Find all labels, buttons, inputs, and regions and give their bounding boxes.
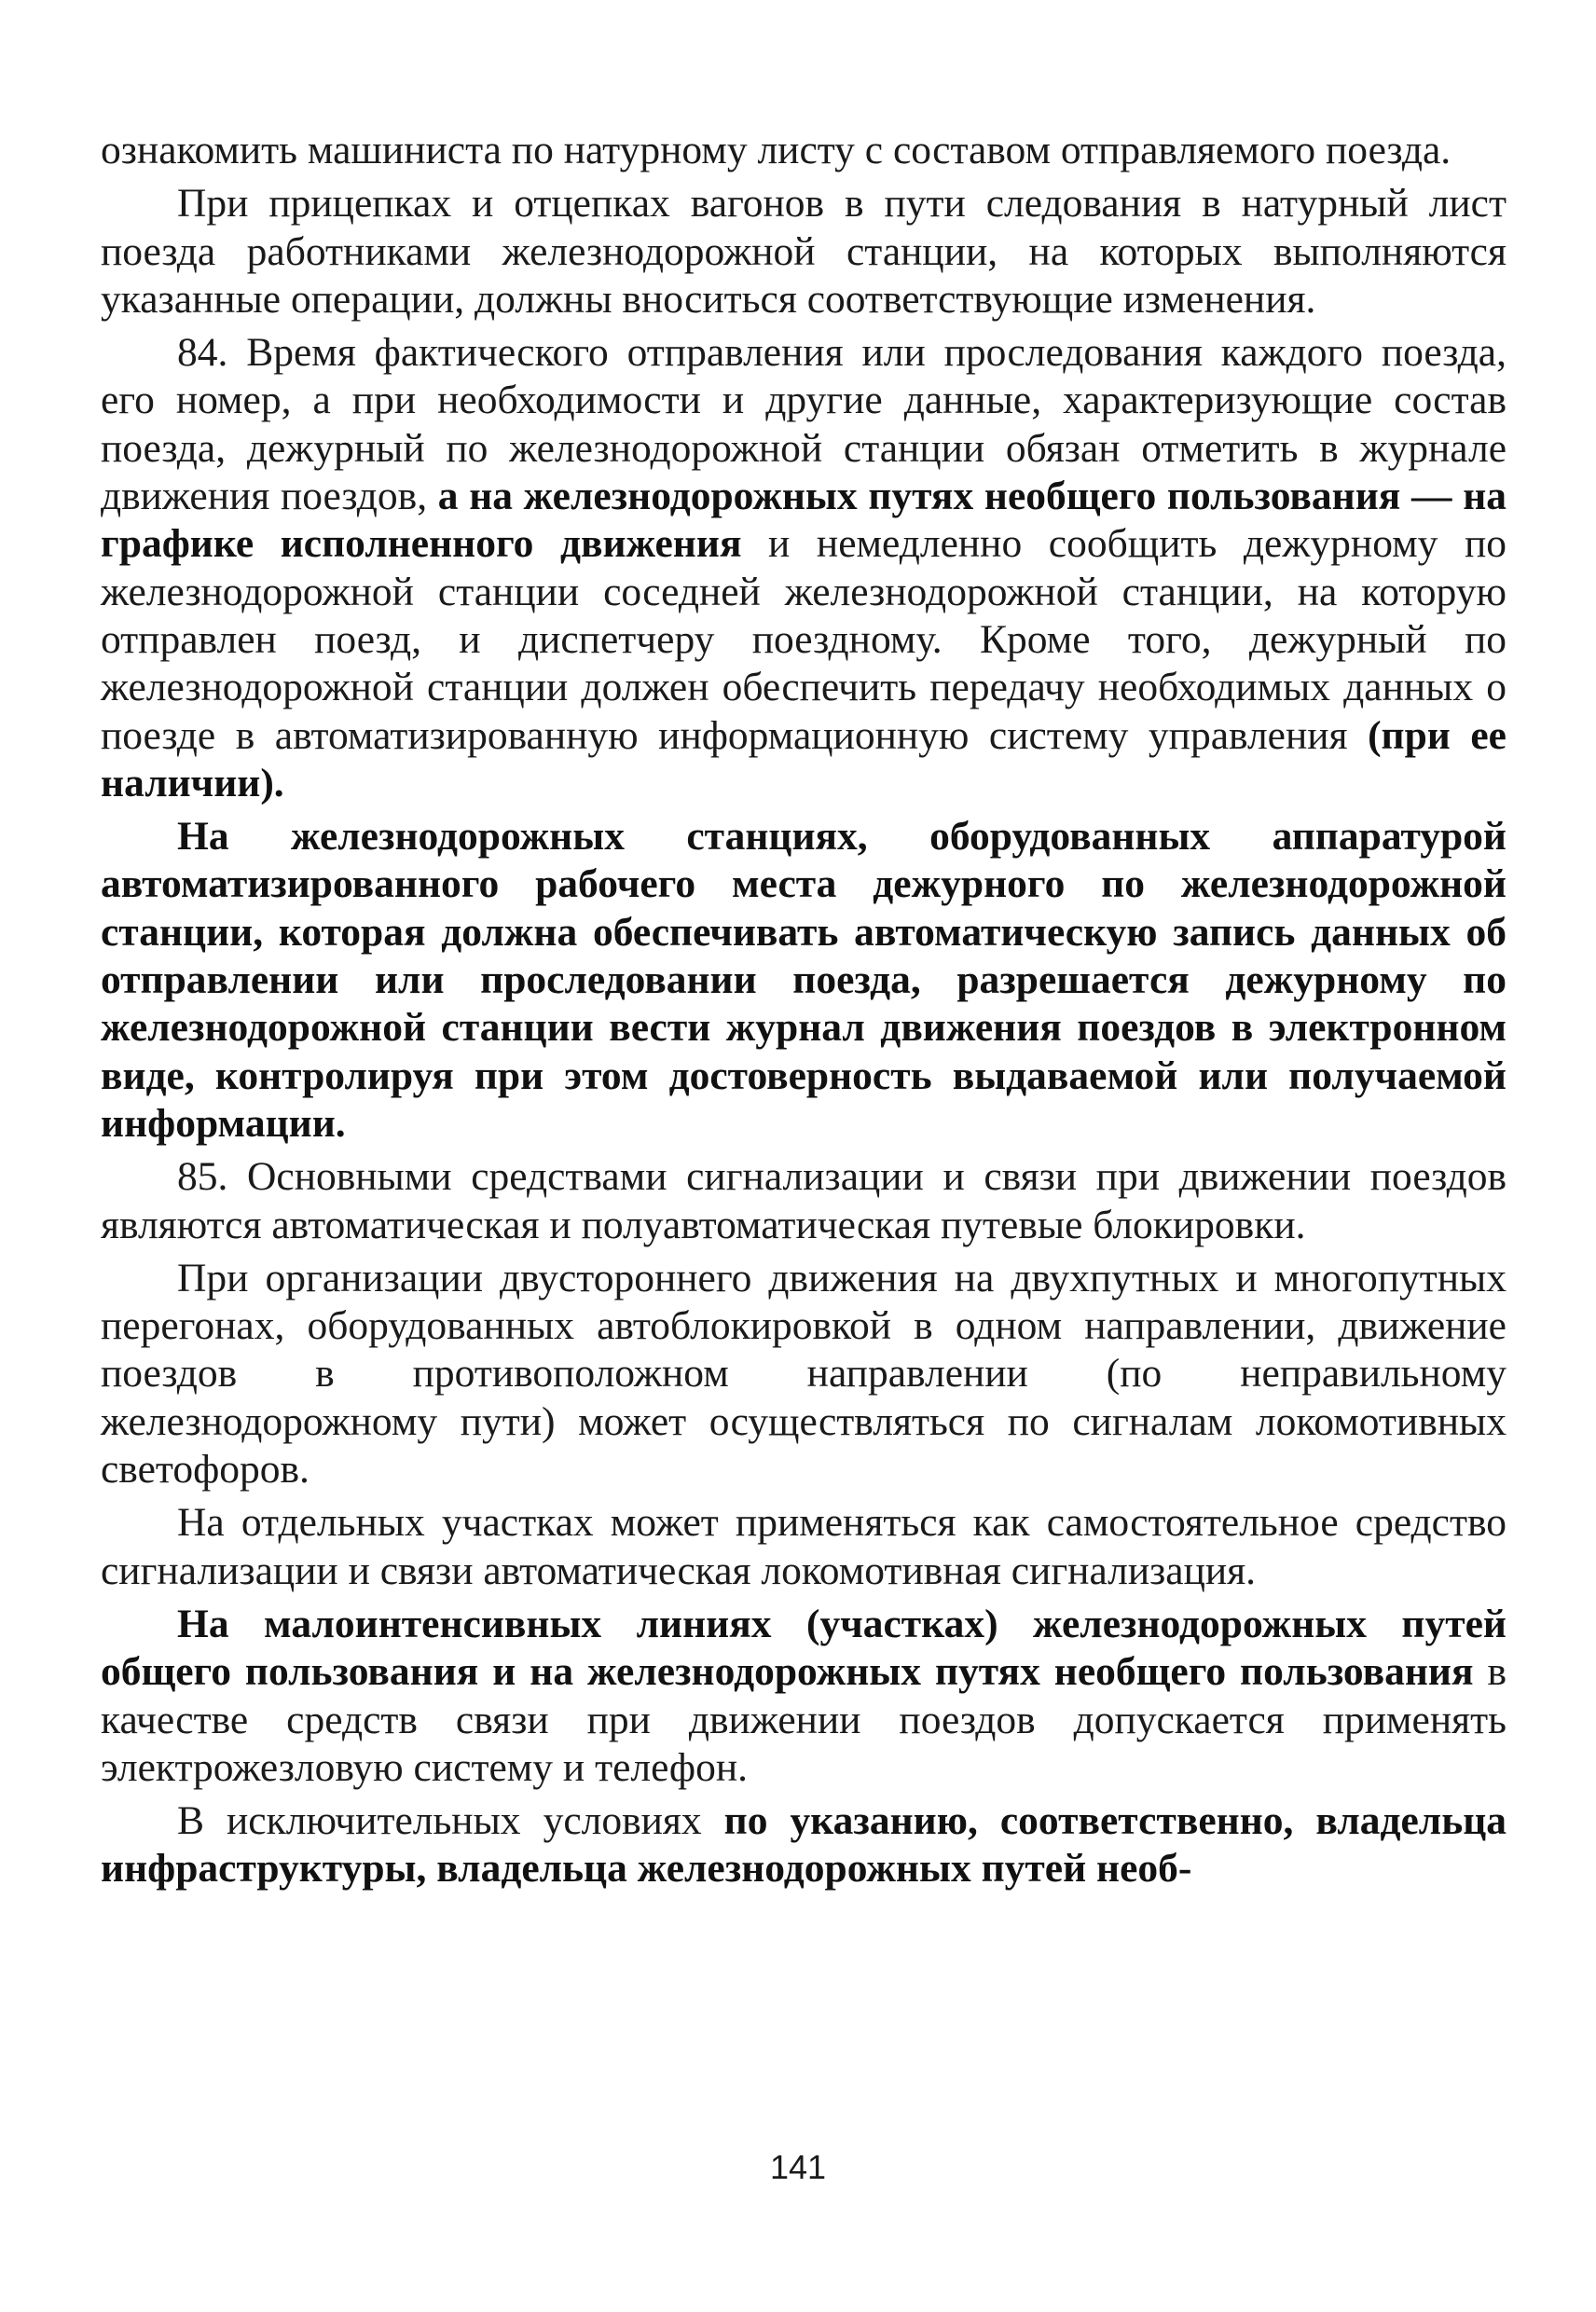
page-body [101,127,1507,1893]
paragraph-electronic-journal-run-1: На железнодорожных станциях, оборудованных аппаратурой автоматизированного рабочего места дежурного по железнодорожной станции, которая должна обеспечивать автоматическую запись данных об отправлении или проследовании поезда, разрешается дежурному по железнодорожной станции вести журнал движения поездов в электронном виде, контролируя при этом достоверность выдаваемой или получаемой информации. [101,814,1507,1146]
paragraph-1 [101,127,1507,174]
paragraph-84-run-2: а на железнодорожных путях необщего пользования — на графике исполненного движения [101,474,1507,567]
paragraph-two-way-traffic-run-1: При организации двустороннего движения на двухпутных и многопутных перегонах, оборудованных автоблокировкой в одном направлении, движение поездов в противоположном направлении (по неправильному железнодорожному пути) может осуществляться по сигналам локомотивных светофоров. [101,1255,1507,1493]
paragraph-84 [101,329,1507,807]
paragraph-84-run-3: и немедленно сообщить дежурному по железнодорожной станции соседней железнодорожной станции, на которую отправлен поезд, и диспетчеру поездному. Кроме того, дежурный по железнодорожной станции должен обеспечить передачу необходимых данных о поезде в автоматизированную информационную систему управления [101,521,1507,758]
paragraph-85 [101,1153,1507,1249]
paragraph-low-intensity-lines-run-1: На малоинтенсивных линиях (участках) железнодорожных путей общего пользования и на железнодорожных путях необщего пользования [101,1601,1507,1695]
paragraph-exceptional-conditions-run-2: по указанию, соответственно, владельца инфраструктуры, владельца железнодорожных путей необ- [101,1798,1507,1892]
paragraph-2-run-1: При прицепках и отцепках вагонов в пути следования в натурный лист поезда работниками железнодорожной станции, на которых выполняются указанные операции, должны вноситься соответствующие изменения. [101,181,1507,322]
paragraph-84-run-4: (при ее наличии). [101,712,1507,805]
paragraph-locomotive-signalling-run-1: На отдельных участках может применяться как самостоятельное средство сигнализации и связи автоматическая локомотивная сигнализация. [101,1500,1507,1593]
page-number: 141 [769,2148,827,2186]
paragraph-exceptional-conditions-run-1: В исключительных условиях [177,1798,724,1844]
paragraph-84-run-1: 84. Время фактического отправления или проследования каждого поезда, его номер, а при необходимости и другие данные, характеризующие состав поезда, дежурный по железнодорожной станции обязан отметить в журнале движения поездов, [101,330,1507,519]
paragraph-low-intensity-lines-run-2: в качестве средств связи при движении поездов допускается применять электрожезловую систему и телефон. [101,1649,1507,1790]
paragraph-2 [101,180,1507,323]
paragraph-two-way-traffic [101,1255,1507,1493]
paragraph-electronic-journal [101,813,1507,1148]
paragraph-85-run-1: 85. Основными средствами сигнализации и связи при движении поездов являются автоматическая и полуавтоматическая путевые блокировки. [101,1154,1507,1247]
paragraph-exceptional-conditions [101,1797,1507,1893]
paragraph-1-run-1: ознакомить машиниста по натурному листу с составом отправляемого поезда. [101,128,1452,172]
paragraph-locomotive-signalling [101,1499,1507,1595]
paragraph-low-intensity-lines [101,1601,1507,1792]
